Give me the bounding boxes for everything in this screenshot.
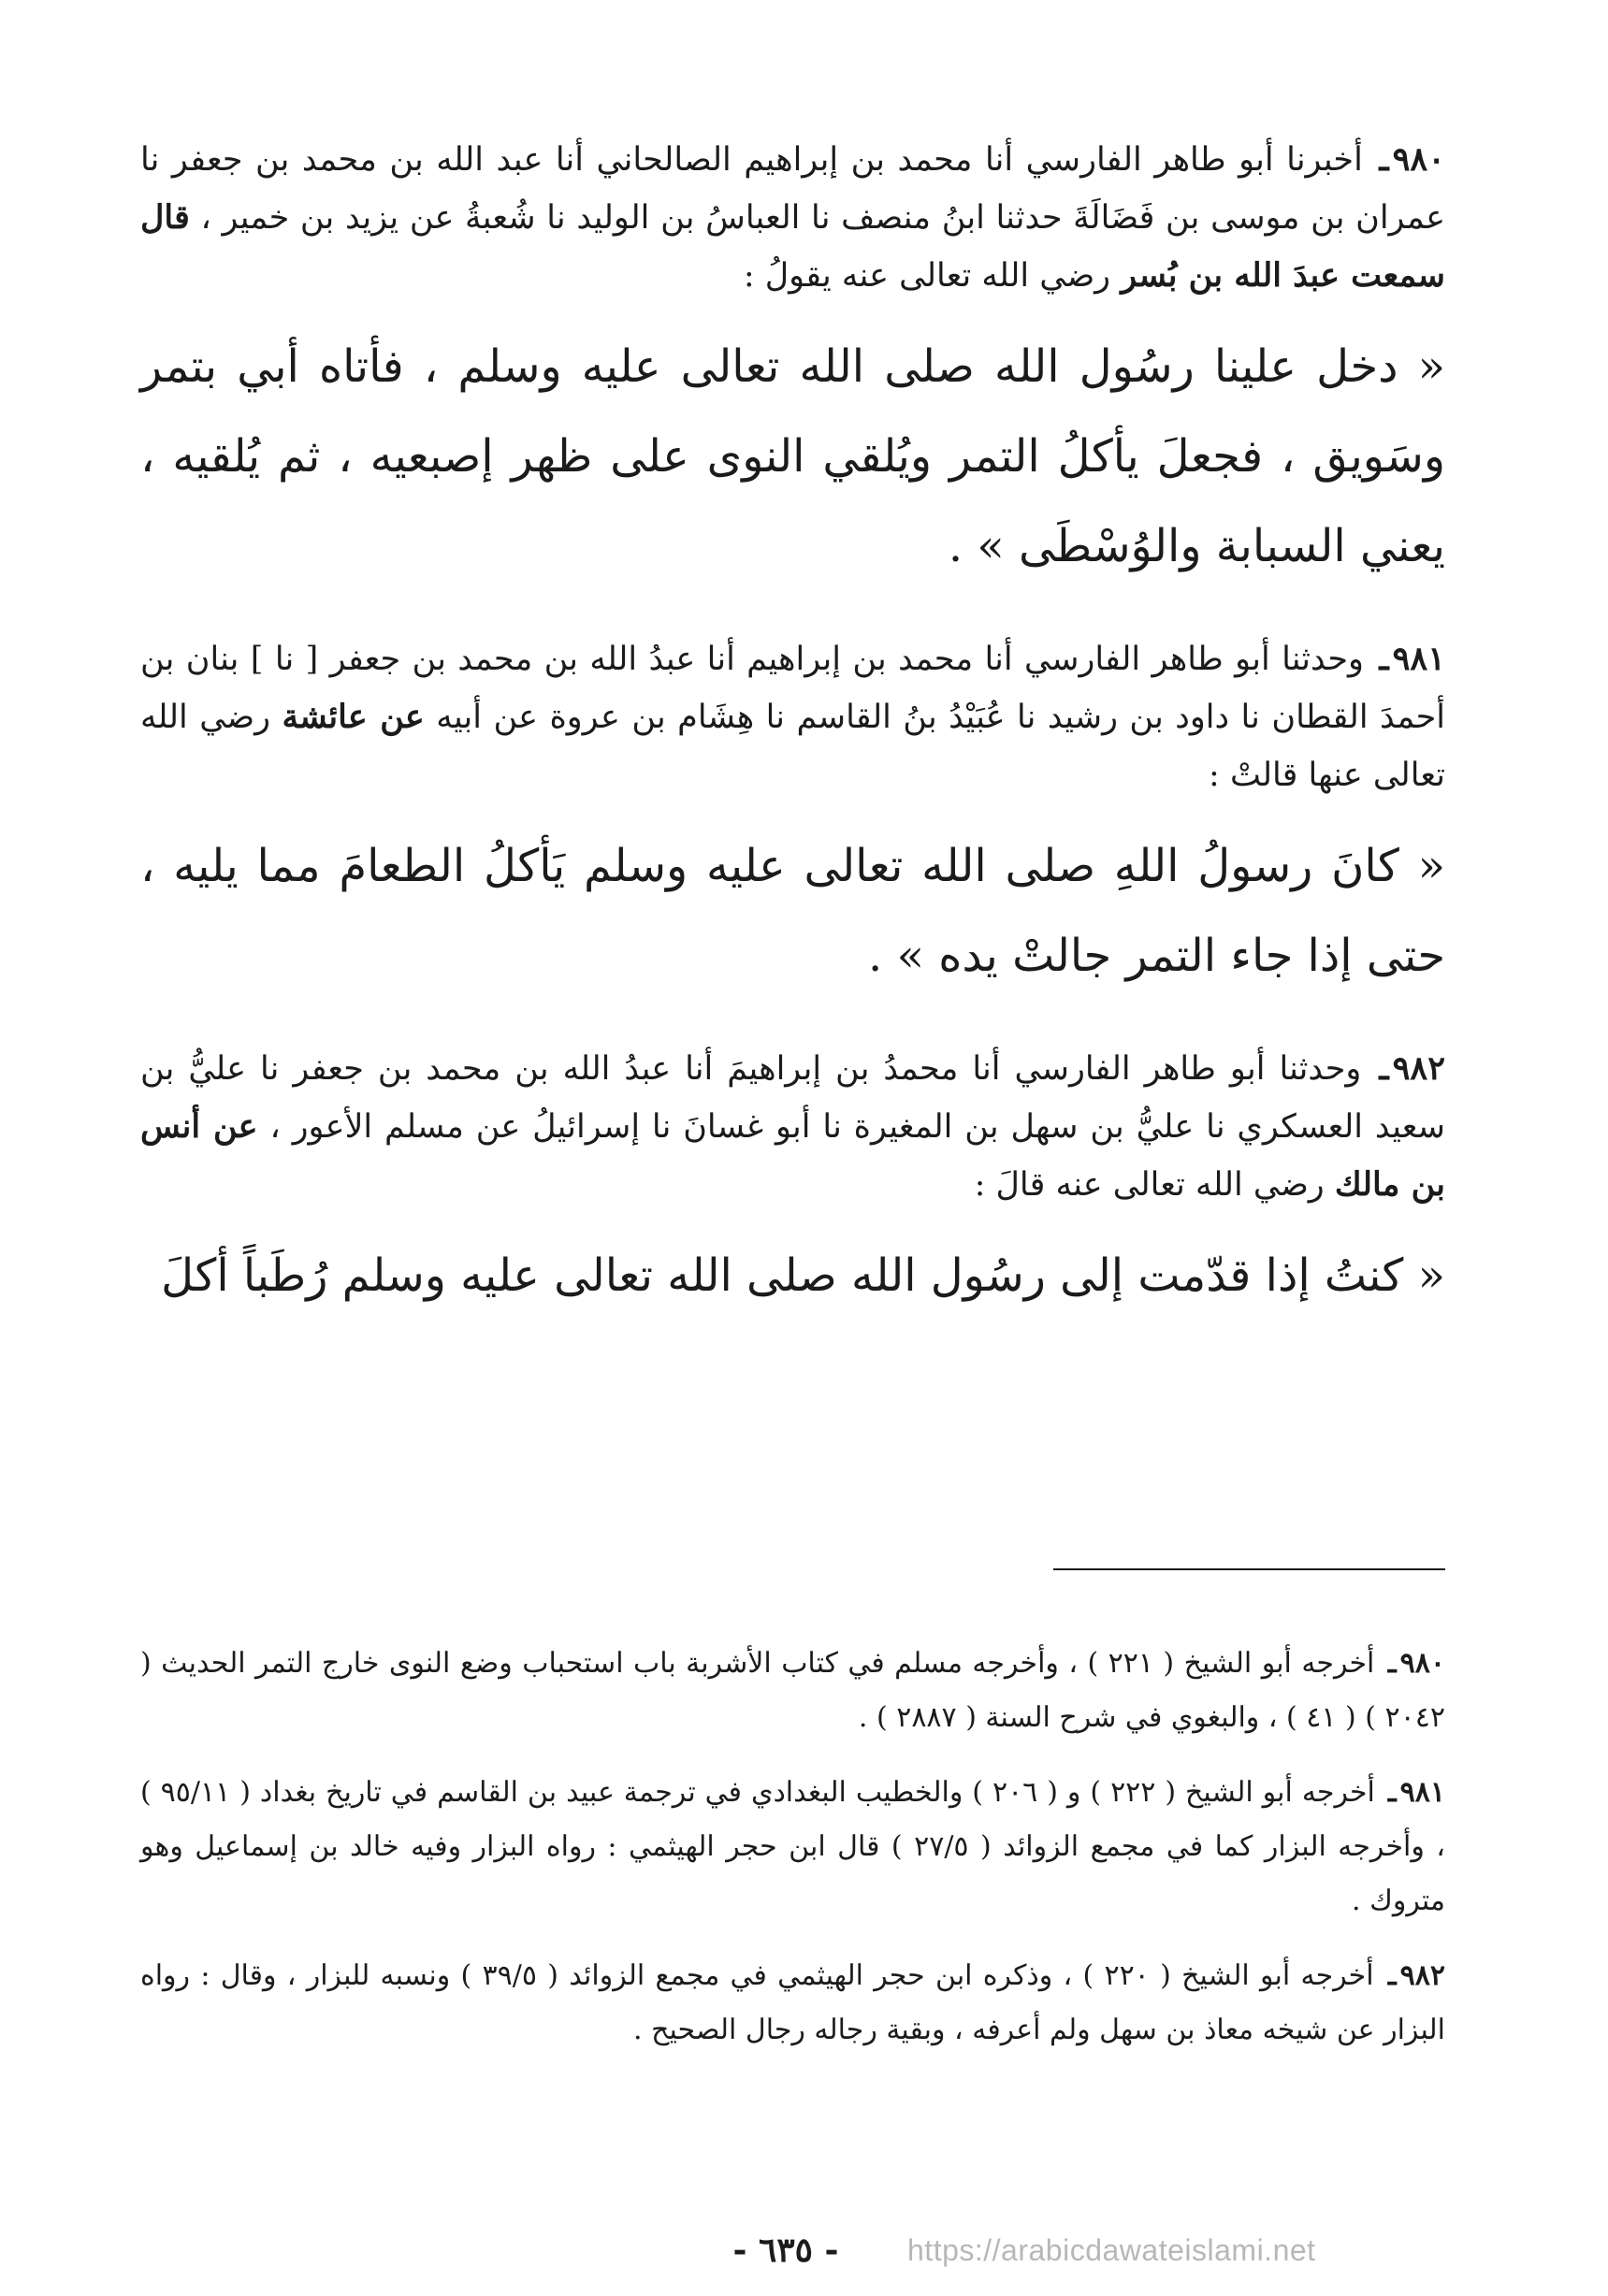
isnad-text: وحدثنا أبو طاهر الفارسي أنا محمدُ بن إبراهيمَ أنا عبدُ الله بن محمد بن جعفر نا عليُّ بن سعيد العسكري نا عليُّ بن سهل بن المغيرة نا أبو غسانَ نا إسرائيلُ عن مسلم الأعور ،	[140, 1050, 1445, 1146]
hadith-dash: ـ	[1379, 1049, 1389, 1088]
footnote-dash: ـ	[1387, 1959, 1397, 1992]
hadith-number: ٩٨١	[1392, 640, 1445, 678]
footnote-982	[140, 1949, 1445, 2058]
isnad-text: أخبرنا أبو طاهر الفارسي أنا محمد بن إبراهيم الصالحاني أنا عبد الله بن محمد بن جعفر نا عمران بن موسى بن فَضَالَةَ حدثنا ابنُ منصف نا العباسُ بن الوليد نا شُعبةُ عن يزيد بن خمير ،	[140, 141, 1445, 237]
footnote-dash: ـ	[1387, 1647, 1397, 1680]
hadith-matn: « كنتُ إذا قدّمت إلى رسُول الله صلى الله تعالى عليه وسلم رُطَباً أكلَ	[161, 1249, 1445, 1302]
hadith-dash: ـ	[1379, 640, 1389, 678]
hadith-dash: ـ	[1379, 140, 1389, 179]
attribution-text: رضي الله تعالى عنه قالَ :	[974, 1166, 1325, 1204]
footnote-separator	[1053, 1568, 1445, 1570]
hadith-matn: « كانَ رسولُ اللهِ صلى الله تعالى عليه وسلم يَأكلُ الطعامَ مما يليه ، حتى إذا جاء التمر جالتْ يده » .	[140, 840, 1446, 982]
hadith-isnad	[140, 630, 1445, 804]
hadith-number: ٩٨٢	[1392, 1049, 1445, 1088]
footnote-number: ٩٨١	[1399, 1776, 1445, 1809]
hadith-982	[140, 1040, 1445, 1321]
narrator-name: عن أنس بن مالك	[140, 1107, 1445, 1204]
footnote-number: ٩٨٠	[1399, 1647, 1445, 1680]
hadith-number: ٩٨٠	[1392, 140, 1445, 179]
hadith-980	[140, 131, 1445, 591]
footnote-text: أخرجه أبو الشيخ ( ٢٢٢ ) و ( ٢٠٦ ) والخطيب البغدادي في ترجمة عبيد بن القاسم في تاريخ بغداد ( ٩٥/١١ ) ، وأخرجه البزار كما في مجمع الزوائد ( ٢٧/٥ ) قال ابن حجر الهيثمي : رواه البزار وفيه خالد بن إسماعيل وهو متروك .	[140, 1776, 1445, 1917]
hadith-isnad	[140, 1040, 1445, 1214]
attribution-text: رضي الله تعالى عنها قالتْ :	[140, 699, 1445, 794]
watermark-url: https://arabicdawateislami.net	[907, 2233, 1316, 2267]
footnotes	[140, 1637, 1445, 2078]
main-text	[140, 131, 1445, 1360]
hadith-isnad	[140, 131, 1445, 305]
narrator-name: قال سمعت عبدَ الله بن بُسر	[140, 198, 1445, 295]
footnote-number: ٩٨٢	[1399, 1959, 1445, 1992]
footnote-text: أخرجه أبو الشيخ ( ٢٢٠ ) ، وذكره ابن حجر الهيثمي في مجمع الزوائد ( ٣٩/٥ ) ونسبه للبزار ، وقال : رواه البزار عن شيخه معاذ بن سهل ولم أعرفه ، وبقية رجاله رجال الصحيح .	[140, 1959, 1445, 2046]
narrator-name: عن عائشة	[282, 698, 425, 736]
hadith-981	[140, 630, 1445, 1001]
footnote-dash: ـ	[1387, 1776, 1397, 1809]
footnote-980	[140, 1637, 1445, 1745]
footnote-text: أخرجه أبو الشيخ ( ٢٢١ ) ، وأخرجه مسلم في كتاب الأشربة باب استحباب وضع النوى خارج التمر الحديث ( ٢٠٤٢ ) ( ٤١ ) ، والبغوي في شرح السنة ( ٢٨٨٧ ) .	[140, 1647, 1445, 1734]
footnote-981	[140, 1766, 1445, 1928]
hadith-matn: « دخل علينا رسُول الله صلى الله تعالى عليه وسلم ، فأتاه أبي بتمر وسَويق ، فجعلَ يأكلُ التمر ويُلقي النوى على ظهر إصبعيه ، ثم يُلقيه ، يعني السبابة والوُسْطَى » .	[140, 340, 1445, 572]
page-number: - ٦٣٥ -	[732, 2231, 839, 2270]
isnad-text: وحدثنا أبو طاهر الفارسي أنا محمد بن إبراهيم أنا عبدُ الله بن محمد بن جعفر [ نا ] بنان بن أحمدَ القطان نا داود بن رشيد نا عُبَيْدُ بنُ القاسم نا هِشَام بن عروة عن أبيه	[140, 641, 1445, 736]
attribution-text: رضي الله تعالى عنه يقولُ :	[743, 257, 1111, 295]
